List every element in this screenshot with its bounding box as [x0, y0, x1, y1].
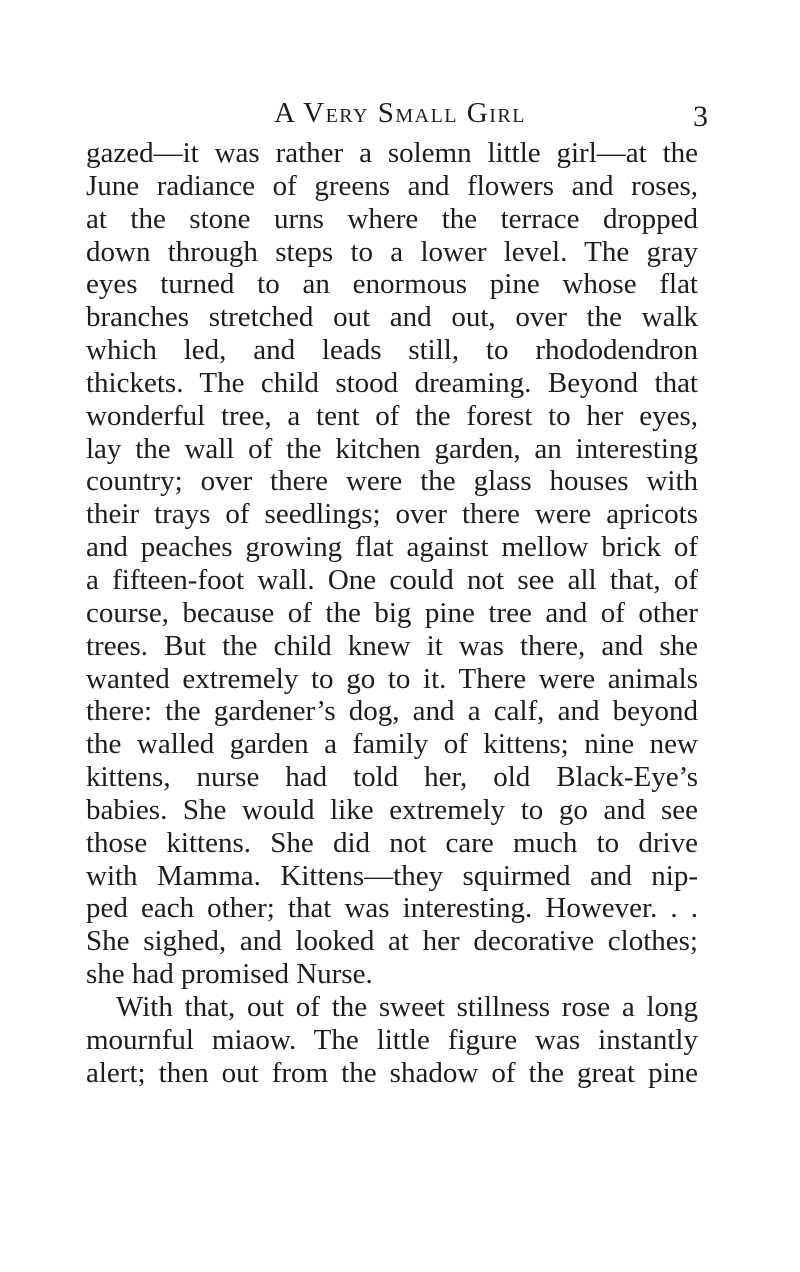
text-line: With that, out of the sweet stillness rose a long	[116, 990, 698, 1023]
text-line: a fifteen-foot wall. One could not see all that, of	[86, 563, 698, 596]
body-text	[86, 137, 698, 1089]
text-line: She sighed, and looked at her decorative clothes;	[86, 925, 698, 958]
text-line: their trays of seedlings; over there were apricots	[86, 498, 698, 531]
text-line: gazed—it was rather a solemn little girl—at the	[86, 137, 698, 169]
text-line: wanted extremely to go to it. There were animals	[86, 662, 698, 695]
text-line: lay the wall of the kitchen garden, an interesting	[86, 432, 698, 465]
page-number: 3	[693, 100, 708, 133]
text-line: there: the gardener’s dog, and a calf, and beyond	[86, 695, 698, 728]
text-line: thickets. The child stood dreaming. Beyond that	[86, 366, 698, 399]
text-line: the walled garden a family of kittens; nine new	[86, 728, 698, 761]
text-line: course, because of the big pine tree and of other	[86, 596, 698, 629]
text-line: with Mamma. Kittens—they squirmed and nip-	[86, 859, 698, 892]
text-line: those kittens. She did not care much to drive	[86, 826, 698, 859]
text-line: ped each other; that was interesting. However. . .	[86, 892, 698, 925]
text-line: alert; then out from the shadow of the great pine	[86, 1056, 698, 1089]
text-line: mournful miaow. The little figure was instantly	[86, 1023, 698, 1056]
text-line: kittens, nurse had told her, old Black-Eye’s	[86, 761, 698, 794]
running-title: A Very Small Girl	[274, 97, 526, 129]
text-line: country; over there were the glass houses with	[86, 465, 698, 498]
text-line: she had promised Nurse.	[86, 958, 373, 991]
text-line: June radiance of greens and flowers and roses,	[86, 169, 698, 202]
text-line: branches stretched out and out, over the walk	[86, 301, 698, 334]
text-line: eyes turned to an enormous pine whose flat	[86, 268, 698, 301]
text-line: babies. She would like extremely to go and see	[86, 793, 698, 826]
text-line: wonderful tree, a tent of the forest to her eyes,	[86, 399, 698, 432]
running-head	[80, 93, 720, 133]
text-line: down through steps to a lower level. The gray	[86, 235, 698, 268]
text-line: trees. But the child knew it was there, and she	[86, 629, 698, 662]
text-line: and peaches growing flat against mellow brick of	[86, 531, 698, 564]
text-line: at the stone urns where the terrace dropped	[86, 202, 698, 235]
text-line: which led, and leads still, to rhododendron	[86, 334, 698, 367]
